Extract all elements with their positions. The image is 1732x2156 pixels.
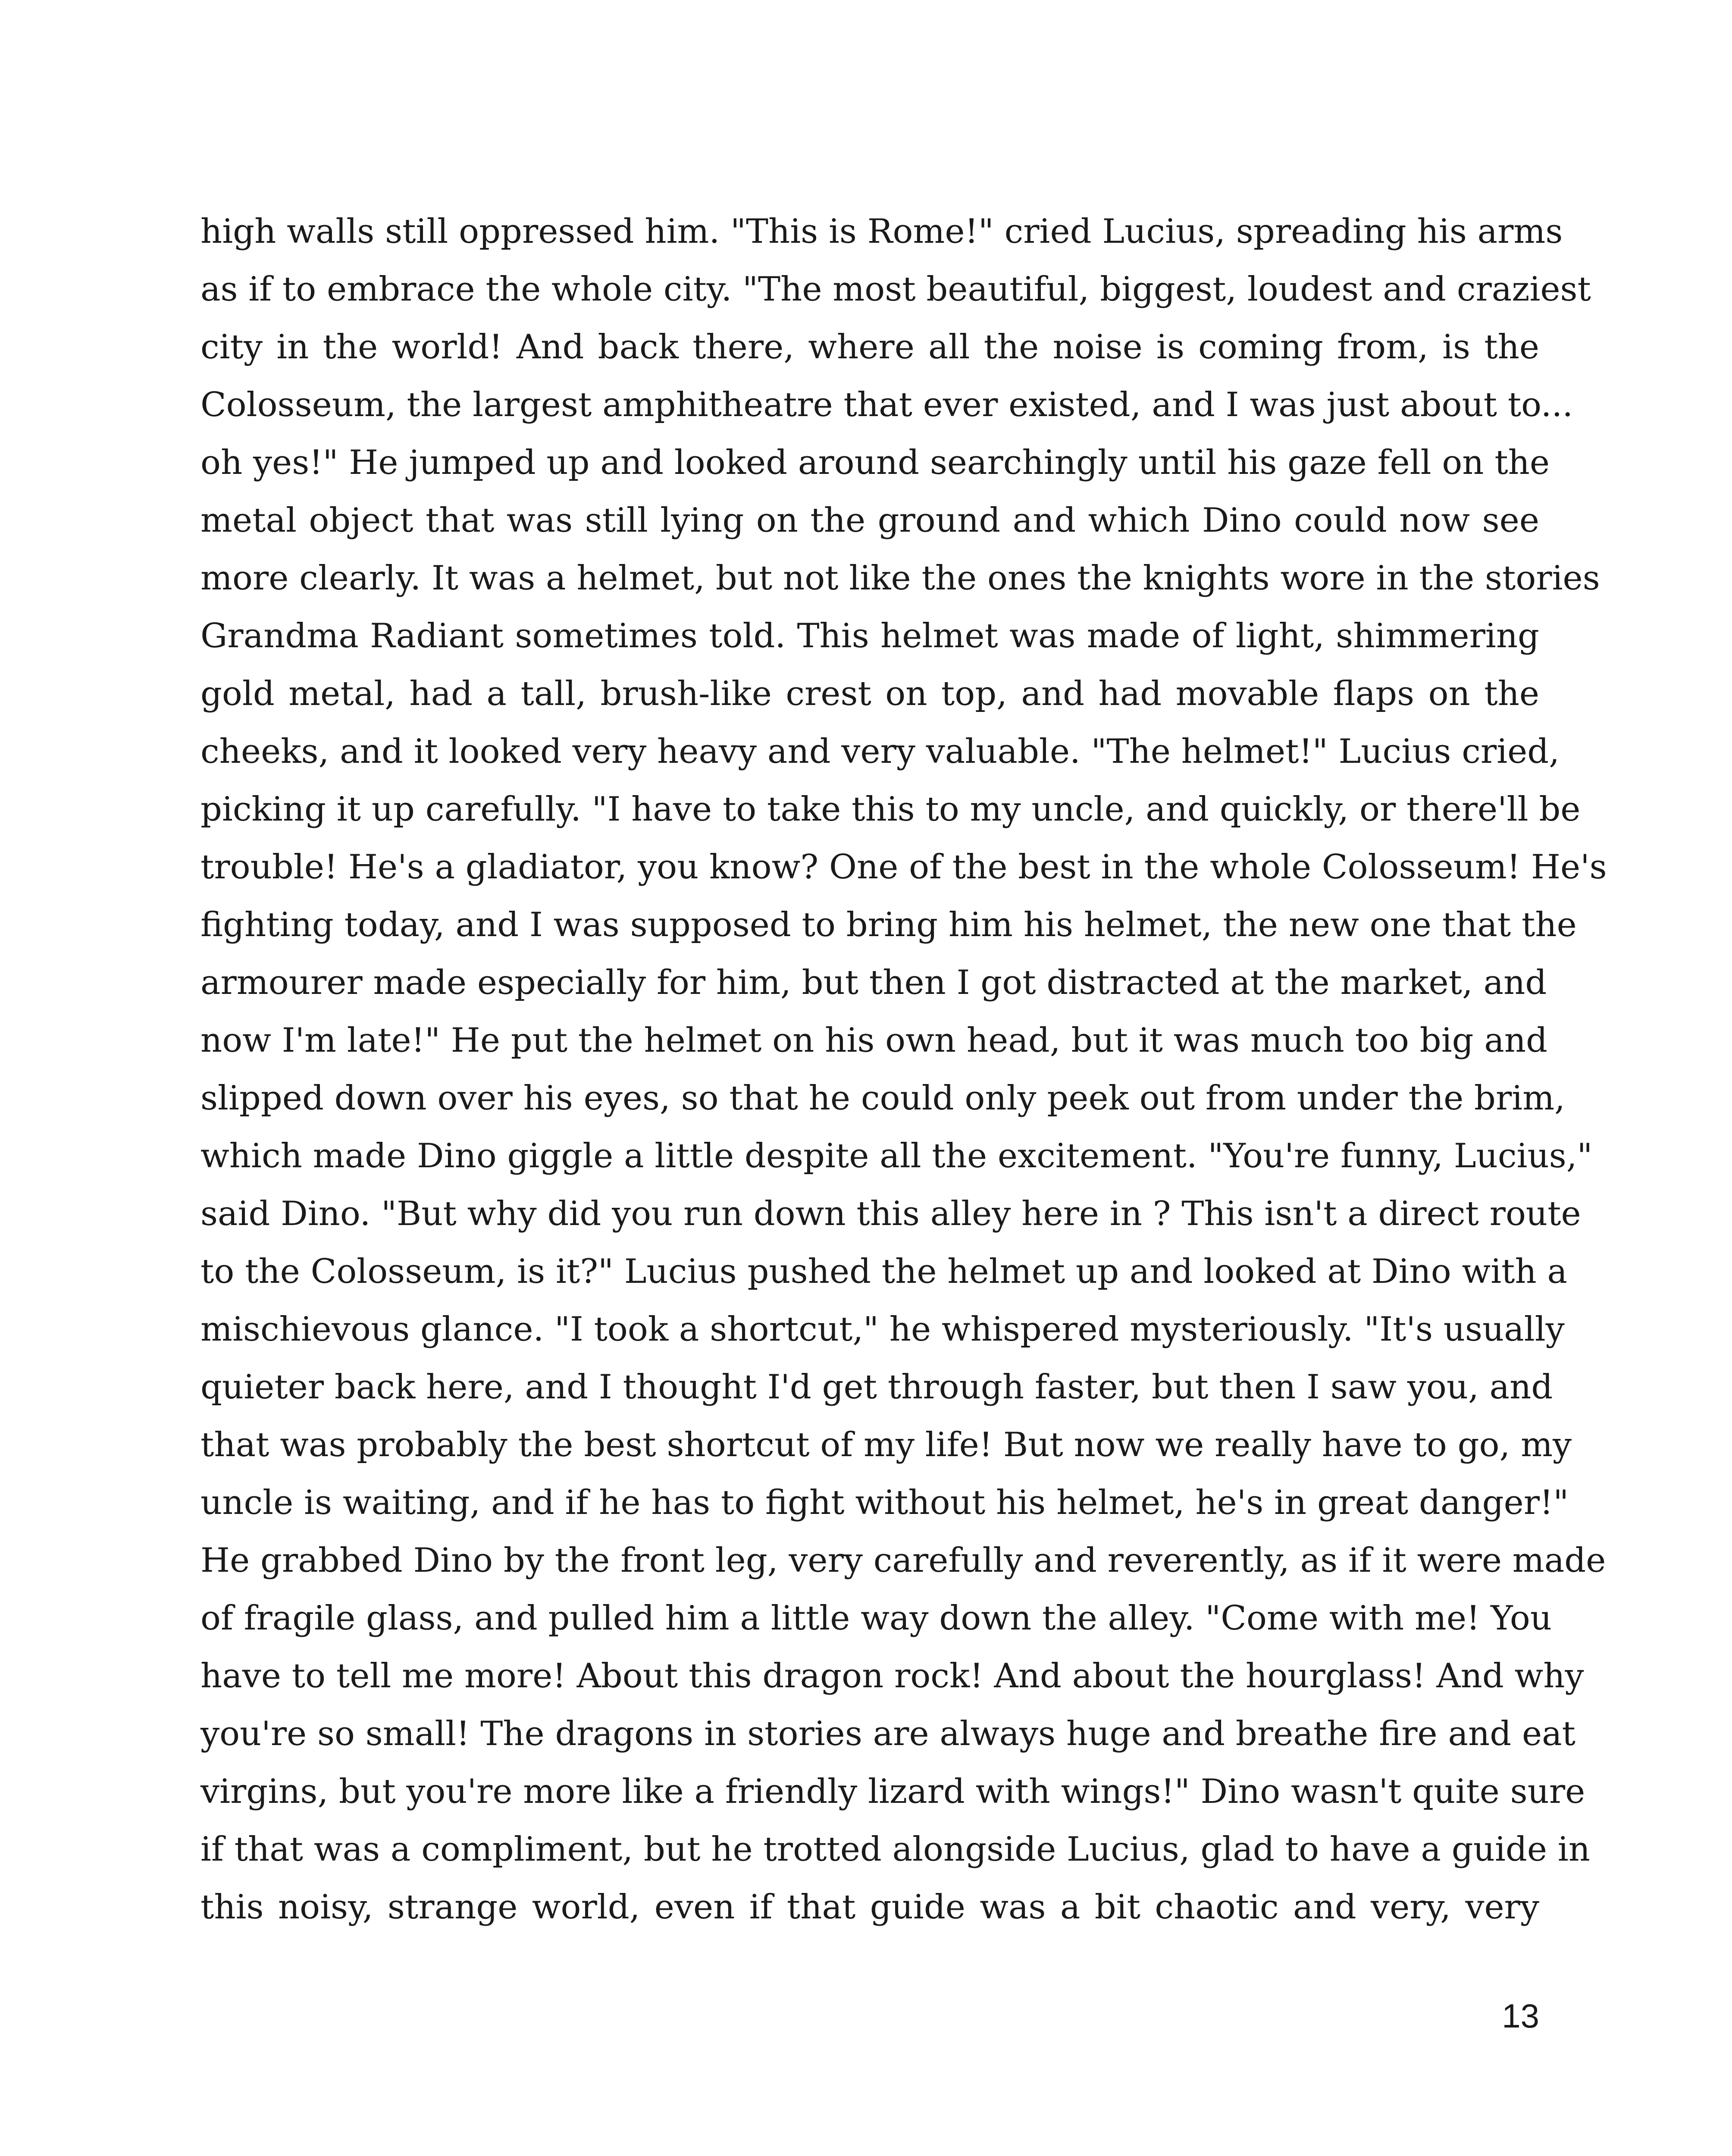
text-line: if that was a compliment, but he trotted alongside Lucius, glad to have a guide in [200, 1830, 1590, 1869]
text-line: virgins, but you're more like a friendly lizard with wings!" Dino wasn't quite sure [200, 1772, 1585, 1811]
text-line: this noisy, strange world, even if that guide was a bit chaotic and very, very [200, 1888, 1539, 1927]
text-line: gold metal, had a tall, brush-like crest on top, and had movable flaps on the [200, 674, 1539, 713]
text-line: cheeks, and it looked very heavy and very valuable. "The helmet!" Lucius cried, [200, 732, 1560, 771]
text-line: fighting today, and I was supposed to bring him his helmet, the new one that the [200, 906, 1577, 944]
text-line: have to tell me more! About this dragon rock! And about the hourglass! And why [200, 1657, 1584, 1695]
text-line: Colosseum, the largest amphitheatre that ever existed, and I was just about to... [200, 385, 1573, 424]
body-text [200, 203, 1607, 1936]
text-line: of fragile glass, and pulled him a little way down the alley. "Come with me! You [200, 1599, 1552, 1638]
text-line: that was probably the best shortcut of my life! But now we really have to go, my [200, 1426, 1572, 1464]
text-line: metal object that was still lying on the ground and which Dino could now see [200, 501, 1539, 540]
text-line: city in the world! And back there, where all the noise is coming from, is the [200, 328, 1539, 367]
text-line: trouble! He's a gladiator, you know? One of the best in the whole Colosseum! He's [200, 848, 1607, 887]
text-line: high walls still oppressed him. "This is Rome!" cried Lucius, spreading his arms [200, 212, 1563, 251]
text-line: He grabbed Dino by the front leg, very carefully and reverently, as if it were made [200, 1541, 1606, 1580]
text-line: more clearly. It was a helmet, but not like the ones the knights wore in the stories [200, 559, 1600, 598]
text-line: as if to embrace the whole city. "The most beautiful, biggest, loudest and craziest [200, 270, 1591, 309]
text-line: oh yes!" He jumped up and looked around searchingly until his gaze fell on the [200, 443, 1550, 482]
text-line: quieter back here, and I thought I'd get through faster, but then I saw you, and [200, 1368, 1553, 1407]
text-line: slipped down over his eyes, so that he could only peek out from under the brim, [200, 1079, 1565, 1118]
text-line: Grandma Radiant sometimes told. This helmet was made of light, shimmering [200, 617, 1539, 655]
text-line: picking it up carefully. "I have to take this to my uncle, and quickly, or there'll be [200, 790, 1581, 829]
text-line: said Dino. "But why did you run down this alley here in ? This isn't a direct route [200, 1194, 1581, 1233]
text-line: to the Colosseum, is it?" Lucius pushed the helmet up and looked at Dino with a [200, 1252, 1568, 1291]
text-line: which made Dino giggle a little despite all the excitement. "You're funny, Lucius," [200, 1137, 1593, 1175]
text-line: now I'm late!" He put the helmet on his own head, but it was much too big and [200, 1021, 1548, 1060]
text-line: mischievous glance. "I took a shortcut," he whispered mysteriously. "It's usually [200, 1310, 1565, 1349]
text-line: uncle is waiting, and if he has to fight without his helmet, he's in great danger!" [200, 1483, 1569, 1522]
text-line: you're so small! The dragons in stories are always huge and breathe fire and eat [200, 1714, 1575, 1753]
page-number: 13 [1502, 1997, 1539, 2035]
text-line: armourer made especially for him, but then I got distracted at the market, and [200, 963, 1547, 1002]
